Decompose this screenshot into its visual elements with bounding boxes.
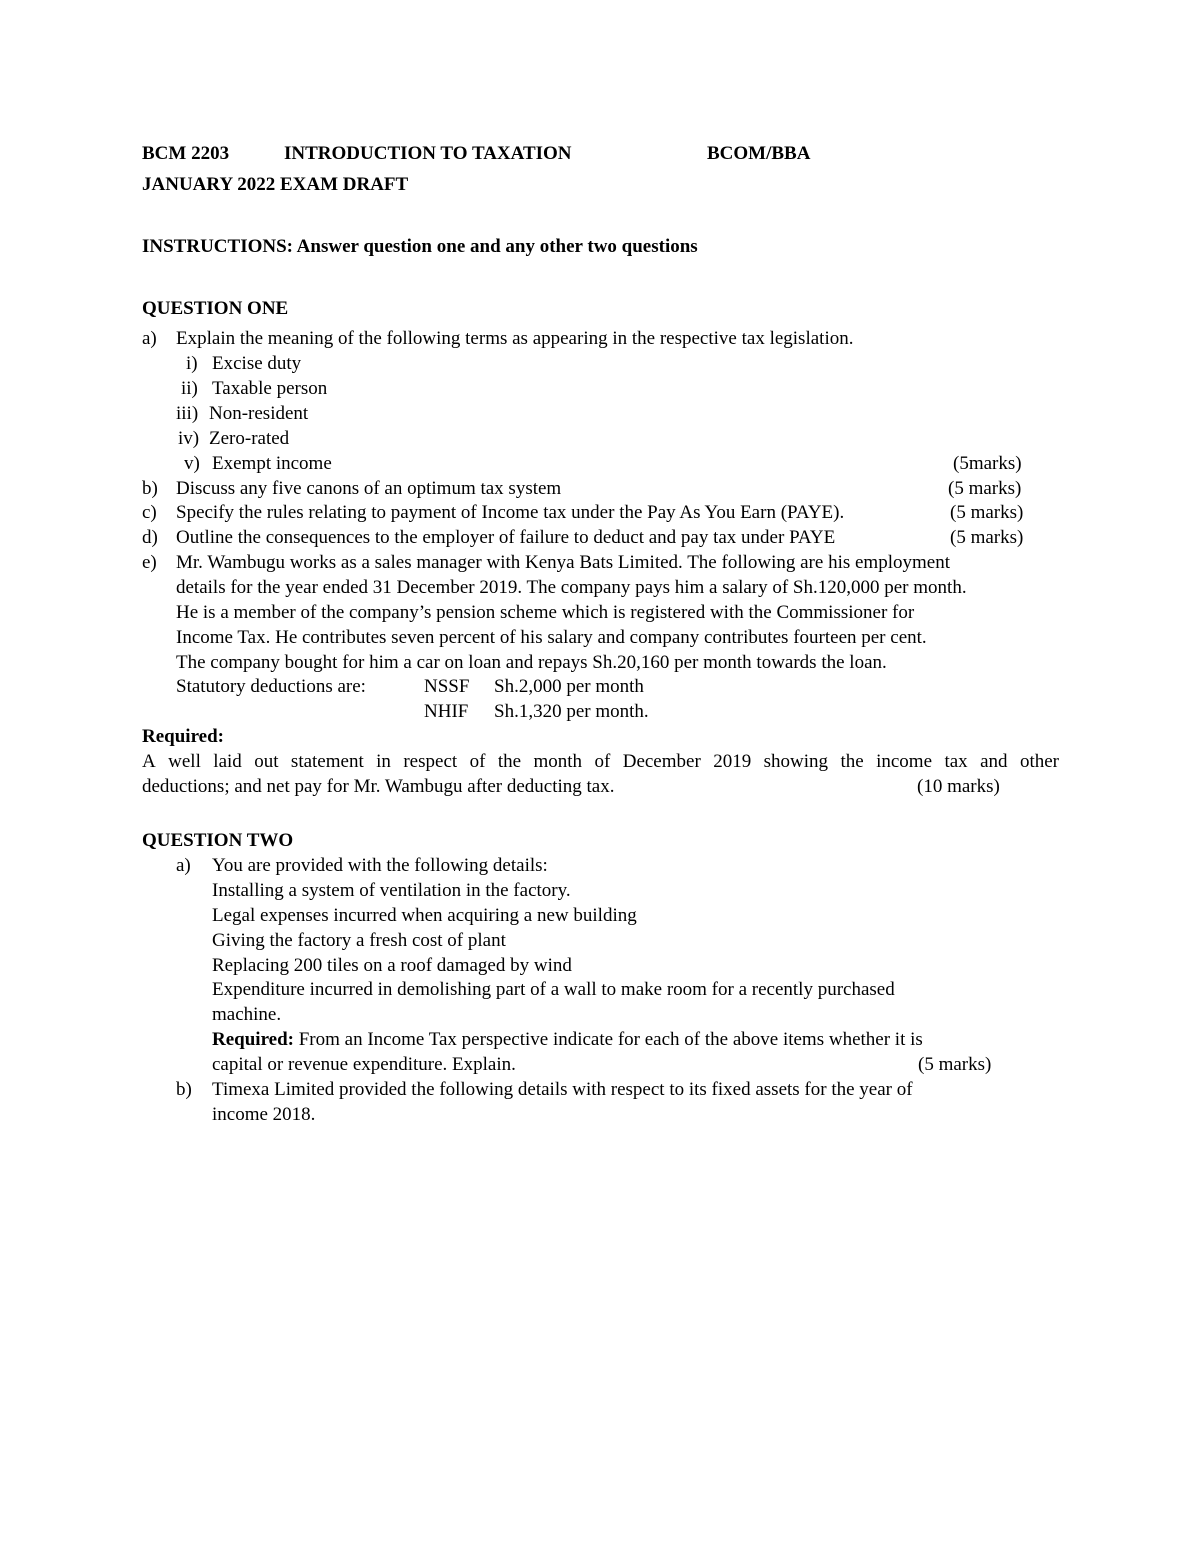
course-code: BCM 2203	[142, 143, 230, 164]
required-word: the	[497, 751, 522, 772]
q2a-marks: (5 marks)	[918, 1054, 992, 1075]
required-marks: (10 marks)	[917, 776, 1000, 797]
q2b-line: income 2018.	[212, 1104, 316, 1125]
q1a-item-marker: iii)	[176, 403, 199, 424]
q1a-text: Explain the meaning of the following terms as appearing in the respective tax legislation.	[176, 328, 854, 349]
question-one-heading: QUESTION ONE	[142, 298, 289, 319]
required-word: the	[840, 751, 864, 772]
deduction-name: NHIF	[424, 701, 469, 722]
deduction-amount: Sh.2,000 per month	[494, 676, 644, 697]
required-word: statement	[290, 751, 364, 772]
q2b-marker: b)	[176, 1079, 192, 1100]
q2a-intro: You are provided with the following details:	[212, 855, 548, 876]
q1d-text: Outline the consequences to the employer of failure to deduct and pay tax under PAYE	[176, 527, 836, 548]
deduction-name: NSSF	[424, 676, 470, 697]
q1e-line: Mr. Wambugu works as a sales manager with Kenya Bats Limited. The following are his employment	[176, 552, 950, 573]
q2a-item: Expenditure incurred in demolishing part of a wall to make room for a recently purchased	[212, 979, 895, 1000]
q1a-item-text: Excise duty	[212, 353, 302, 374]
required-word: income	[876, 751, 933, 772]
q1a-item-marker: iv)	[178, 428, 200, 449]
q2b-line: Timexa Limited provided the following details with respect to its fixed assets for the year of	[212, 1079, 913, 1100]
required-word: 2019	[713, 751, 752, 772]
required-word: month	[533, 751, 583, 772]
q1d-marker: d)	[142, 527, 158, 548]
q2a-item: Giving the factory a fresh cost of plant	[212, 930, 506, 951]
q1c-text: Specify the rules relating to payment of Income tax under the Pay As You Earn (PAYE).	[176, 502, 845, 523]
q2a-required-line-2: capital or revenue expenditure. Explain.	[212, 1054, 516, 1075]
q1b-text: Discuss any five canons of an optimum tax system	[176, 478, 562, 499]
q1e-line: details for the year ended 31 December 2019. The company pays him a salary of Sh.120,000 per month.	[176, 577, 967, 598]
instructions-text: Answer question one and any other two questions	[292, 236, 698, 257]
q1a-item-text: Zero-rated	[209, 428, 290, 449]
q1a-item-text: Non-resident	[209, 403, 309, 424]
q1a-item-marker: ii)	[181, 378, 198, 399]
q1c-marker: c)	[142, 502, 157, 523]
q1b-marks: (5 marks)	[948, 478, 1022, 499]
instructions-label: INSTRUCTIONS:	[142, 236, 293, 257]
q2a-item: machine.	[212, 1004, 282, 1025]
required-word: of	[469, 751, 486, 772]
q1e-line: He is a member of the company’s pension scheme which is registered with the Commissioner for	[176, 602, 915, 623]
required-word: tax	[944, 751, 968, 772]
q2a-item: Replacing 200 tiles on a roof damaged by wind	[212, 955, 572, 976]
required-word: December	[622, 751, 701, 772]
q1a-item-marker: i)	[186, 353, 198, 374]
program: BCOM/BBA	[707, 143, 811, 164]
required-word: well	[168, 751, 201, 772]
required-word: other	[1019, 751, 1059, 772]
q1c-marks: (5 marks)	[950, 502, 1024, 523]
required-word: and	[980, 751, 1008, 772]
q1e-marker: e)	[142, 552, 157, 573]
question-two-heading: QUESTION TWO	[142, 830, 294, 851]
q2a-item: Legal expenses incurred when acquiring a new building	[212, 905, 637, 926]
statutory-label: Statutory deductions are:	[176, 676, 366, 697]
q1a-marks: (5marks)	[953, 453, 1022, 474]
q1d-marks: (5 marks)	[950, 527, 1024, 548]
required-word: A	[142, 751, 156, 772]
q1a-item-text: Taxable person	[212, 378, 328, 399]
q1a-marker: a)	[142, 328, 157, 349]
required-label: Required:	[142, 726, 224, 747]
q2a-required-text: From an Income Tax perspective indicate for each of the above items whether it is	[293, 1029, 923, 1050]
q2a-marker: a)	[176, 855, 191, 876]
exam-title: JANUARY 2022 EXAM DRAFT	[142, 174, 409, 195]
course-title: INTRODUCTION TO TAXATION	[284, 143, 572, 164]
q2a-required	[212, 1028, 923, 1053]
required-word: laid	[213, 751, 242, 772]
required-word: of	[594, 751, 611, 772]
q1a-item-text: Exempt income	[212, 453, 332, 474]
required-line-1	[142, 750, 1059, 775]
deduction-amount: Sh.1,320 per month.	[494, 701, 649, 722]
q1e-line: The company bought for him a car on loan and repays Sh.20,160 per month towards the loan.	[176, 652, 887, 673]
required-line-2: deductions; and net pay for Mr. Wambugu after deducting tax.	[142, 776, 615, 797]
q1e-line: Income Tax. He contributes seven percent of his salary and company contributes fourteen per cent.	[176, 627, 927, 648]
q1b-marker: b)	[142, 478, 158, 499]
required-word: out	[254, 751, 279, 772]
instructions	[142, 235, 698, 260]
q2a-required-label: Required:	[212, 1029, 294, 1050]
q1a-item-marker: v)	[184, 453, 200, 474]
q2a-item: Installing a system of ventilation in the factory.	[212, 880, 571, 901]
required-word: respect	[403, 751, 458, 772]
required-word: in	[376, 751, 391, 772]
required-word: showing	[763, 751, 829, 772]
